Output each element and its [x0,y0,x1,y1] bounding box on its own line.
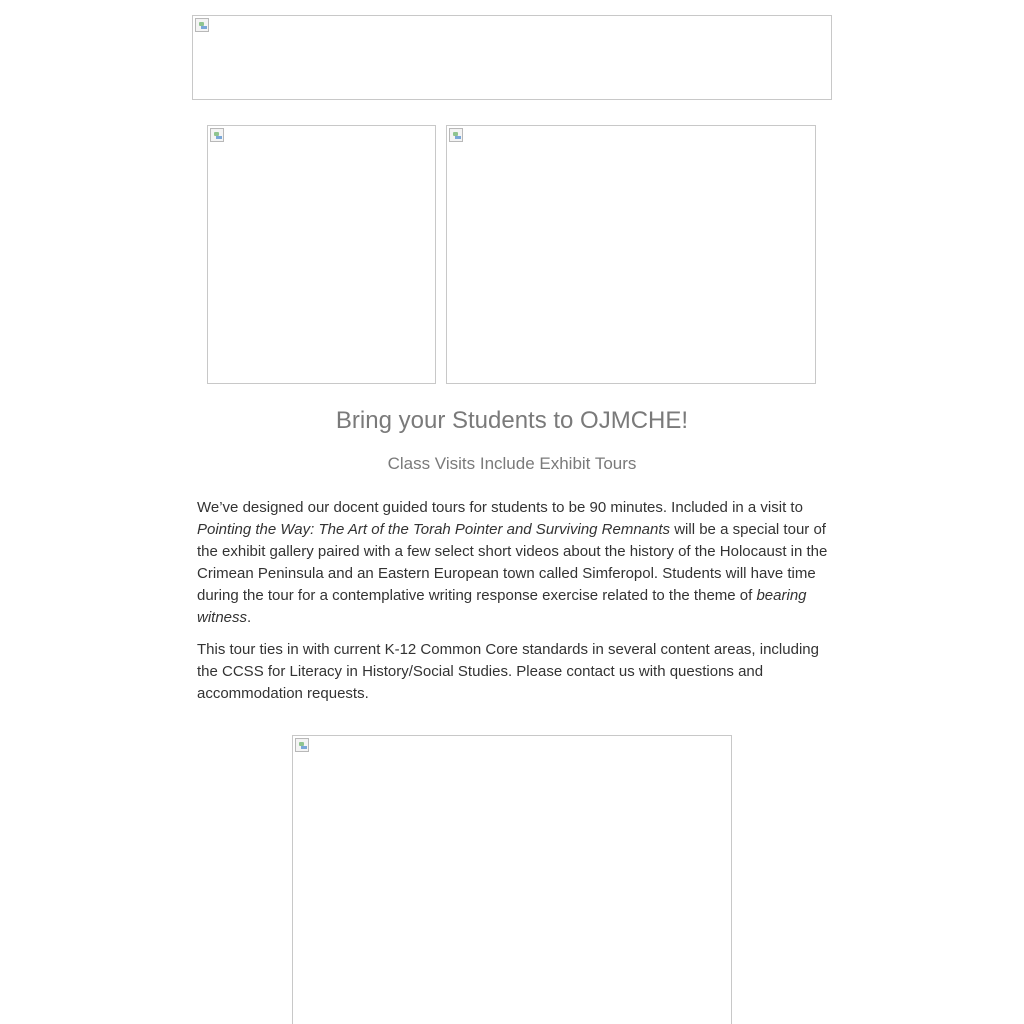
broken-image-icon [449,128,463,142]
photo-bottom-image [292,735,732,1024]
photo-right-image [446,125,816,384]
theme-text: bearing witness [197,587,807,626]
banner-image [192,15,832,100]
paragraph-middle-text: will be a special tour of the exhibit gallery paired with a few select short videos about the history of the Holocaust in the Crimean Peninsula and an Eastern European town called Simferopol. Students will have time during the tour for a contemplative writing response exercise related to the theme of [197,521,828,604]
broken-image-icon [195,18,209,32]
tour-description-paragraph [197,497,829,629]
exhibit-title: Pointing the Way: The Art of the Torah Pointer and Surviving Remnants [197,521,671,538]
paragraph-lead-text: We’ve designed our docent guided tours for students to be 90 minutes. Included in a visit to [197,499,803,516]
headline: Bring your Students to OJMCHE! [335,407,689,434]
photo-left-image [207,125,436,384]
paragraph-end-text: . [247,609,252,626]
broken-image-icon [210,128,224,142]
broken-image-icon [295,738,309,752]
standards-paragraph: This tour ties in with current K-12 Common Core standards in several content areas, including the CCSS for Literacy in History/Social Studies. Please contact us with questions and accommodation requests. [197,641,819,702]
subheadline: Class Visits Include Exhibit Tours [387,454,637,473]
